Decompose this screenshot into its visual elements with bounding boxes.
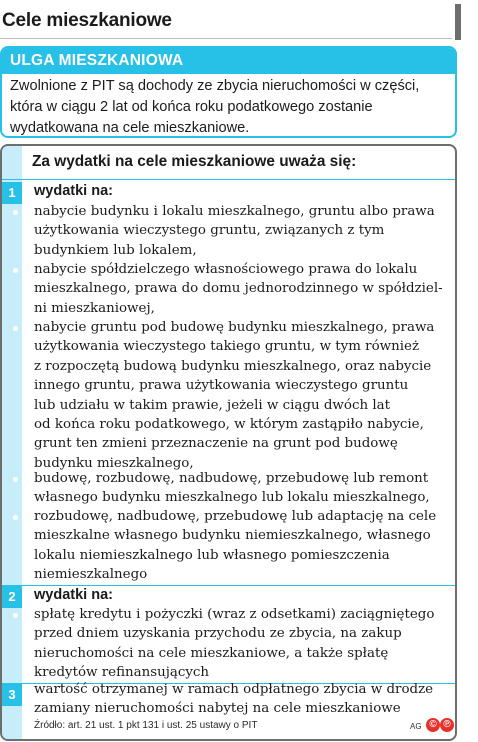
number-column xyxy=(2,146,22,739)
item-line: budynkiem lub lokalem, xyxy=(34,242,197,258)
list-item xyxy=(34,202,446,260)
expenses-box xyxy=(0,144,457,741)
ulga-line: która w ciągu 2 lat od końca roku podatkowego zostanie xyxy=(10,99,373,115)
ulga-box xyxy=(0,46,457,138)
section-2-subheading: wydatki na: xyxy=(34,587,113,603)
item-line: rozbudowę, nadbudowę, przebudowę lub adaptację na cele xyxy=(34,509,437,524)
bullet-icon xyxy=(13,613,18,618)
item-line: nieruchomości na cele mieszkaniowe, a także spłatę xyxy=(34,645,389,661)
bullet-icon xyxy=(13,268,18,273)
list-item xyxy=(34,507,446,585)
item-line: własnego budynku mieszkalnego lub lokalu mieszkalnego, xyxy=(34,490,430,506)
section-number-1: 1 xyxy=(2,182,22,204)
ulga-heading: ULGA MIESZKANIOWA xyxy=(2,48,455,74)
item-line: spłatę kredytu i pożyczki (wraz z odsetkami) zaciągniętego xyxy=(34,607,435,622)
corner-accent-bar xyxy=(455,4,461,40)
expenses-heading: Za wydatki na cele mieszkaniowe uważa się: xyxy=(32,153,357,170)
item-line: nabycie spółdzielczego własnościowego prawa do lokalu xyxy=(34,262,418,277)
bullet-icon xyxy=(13,477,18,482)
item-line: od końca roku podatkowego, w którym zastąpiło nabycie, xyxy=(34,417,424,433)
item-line: wartość otrzymanej w ramach odpłatnego zbycia w drodze xyxy=(34,682,434,697)
bullet-icon xyxy=(13,326,18,331)
list-item xyxy=(34,469,446,508)
item-line: zamiany nieruchomości nabytej na cele mieszkaniowe xyxy=(34,701,401,717)
item-line: niemieszkalnego xyxy=(34,567,148,583)
bullet-icon xyxy=(13,515,18,520)
section-divider xyxy=(2,585,455,586)
section-1-subheading: wydatki na: xyxy=(34,183,113,199)
item-line: przed dniem uzyskania przychodu ze zbycia, na zakup xyxy=(34,626,402,642)
item-line: budowę, rozbudowę, nadbudowę, przebudowę lub remont xyxy=(34,471,429,486)
list-item xyxy=(34,680,446,719)
bullet-icon xyxy=(13,210,18,215)
author-credit: AG xyxy=(410,722,422,731)
list-item xyxy=(34,260,446,318)
header xyxy=(0,0,478,44)
title-divider xyxy=(0,38,452,39)
source-note: Źródło: art. 21 ust. 1 pkt 131 i ust. 25 ustawy o PIT xyxy=(34,720,258,731)
page-title: Cele mieszkaniowe xyxy=(2,10,172,31)
list-item xyxy=(34,318,446,473)
item-line: mieszkalnego, prawa do domu jednorodzinnego w spółdziel- xyxy=(34,281,443,297)
publisher-logo-icon: ℗ xyxy=(440,718,454,732)
item-line: z rozpoczętą budową budynku mieszkalnego, oraz nabycie xyxy=(34,358,432,374)
section-number-2: 2 xyxy=(2,586,22,608)
item-line: mieszkalne własnego budynku niemieszkalnego, własnego xyxy=(34,528,431,544)
ulga-line: Zwolnione z PIT są dochody ze zbycia nieruchomości w części, xyxy=(10,78,420,94)
heading-divider xyxy=(2,179,455,180)
item-line: nabycie budynku i lokalu mieszkalnego, gruntu albo prawa xyxy=(34,204,435,219)
item-line: użytkowania wieczystego gruntu, związanych z tym xyxy=(34,223,385,239)
item-line: nabycie gruntu pod budowę budynku mieszkalnego, prawa xyxy=(34,320,435,335)
item-line: budynku mieszkalnego, xyxy=(34,455,194,471)
item-line: użytkowania wieczystego takiego gruntu, w tym również xyxy=(34,339,419,355)
item-line: innego gruntu, prawa użytkowania wieczystego gruntu xyxy=(34,378,409,394)
item-line: grunt ten zmieni przeznaczenie na grunt pod budowę xyxy=(34,436,398,452)
list-item xyxy=(34,605,446,683)
section-number-3: 3 xyxy=(2,684,22,706)
ulga-text xyxy=(2,74,455,138)
item-line: ni mieszkaniowej, xyxy=(34,300,155,316)
item-line: lokalu niemieszkalnego lub własnego pomieszczenia xyxy=(34,547,390,563)
item-line: lub udziału w takim prawie, jeżeli w ciągu dwóch lat xyxy=(34,397,390,413)
item-line: kredytów refinansujących xyxy=(34,665,210,681)
copyright-icon: © xyxy=(426,718,440,732)
ulga-line: wydatkowana na cele mieszkaniowe. xyxy=(10,120,250,136)
